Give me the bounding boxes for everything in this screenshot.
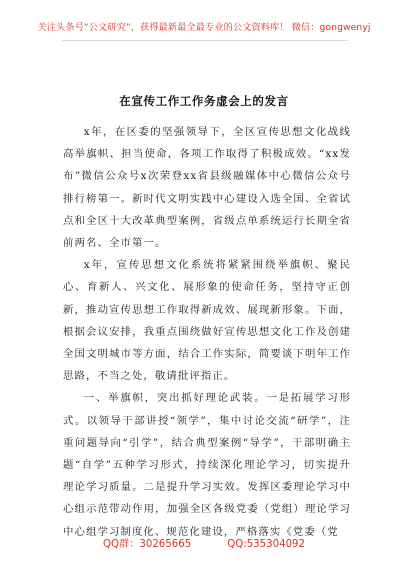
paragraph-1: x年，在区委的坚强领导下，全区宣传思想文化战线高举旗帜、担当使命，各项工作取得了积极成效。“xx发布”微信公众号x次荣登xx省县级融媒体中心微信公众号排行榜第一。新时代文明实践中心建设入选全国、全省试点和全区十大改革典型案例，省级点单系统运行长期全省前两名、全市第一。 <box>63 126 351 250</box>
footer-contact <box>0 535 408 550</box>
footer-qq: QQ:535304092 <box>227 539 306 550</box>
paragraph-2: x年，宣传思想文化系统将紧紧围绕举旗帜、聚民心、育新人、兴文化、展形象的使命任务，坚持守正创新，推动宣传思想工作取得新成效、展现新形象。下面，根据会议安排，我重点围绕做好宣传思想文化工作及创建全国文明城市等方面，结合工作实际，简要谈下明年工作思路，不当之处，敬请批评指正。 <box>63 259 351 383</box>
document-title: 在宣传工作工作务虚会上的发言 <box>119 94 289 108</box>
footer-qq-group: QQ群：30265665 <box>102 539 192 550</box>
document-body <box>63 121 351 543</box>
header-divider <box>62 40 348 41</box>
header-promo-note: 关注头条号“公文研究”，获得最新最全最专业的公文资料库！ 微信：gongwenyj <box>37 22 371 33</box>
paragraph-3: 一、举旗帜，突出抓好理论武装。一是拓展学习形式。以领导干部讲授“领学”，集中讨论交流“研学”，注重问题导向“引学”，结合典型案例“导学”，干部明确主题“自学”五种学习形式，持续深化理论学习，切实提升理论学习质量。二是提升学习实效。发挥区委理论学习中心组示范带动作用，加强全区各级党委（党组）理论学习中心组学习制度化、规范化建设，严格落实《党委（党 <box>63 392 351 538</box>
